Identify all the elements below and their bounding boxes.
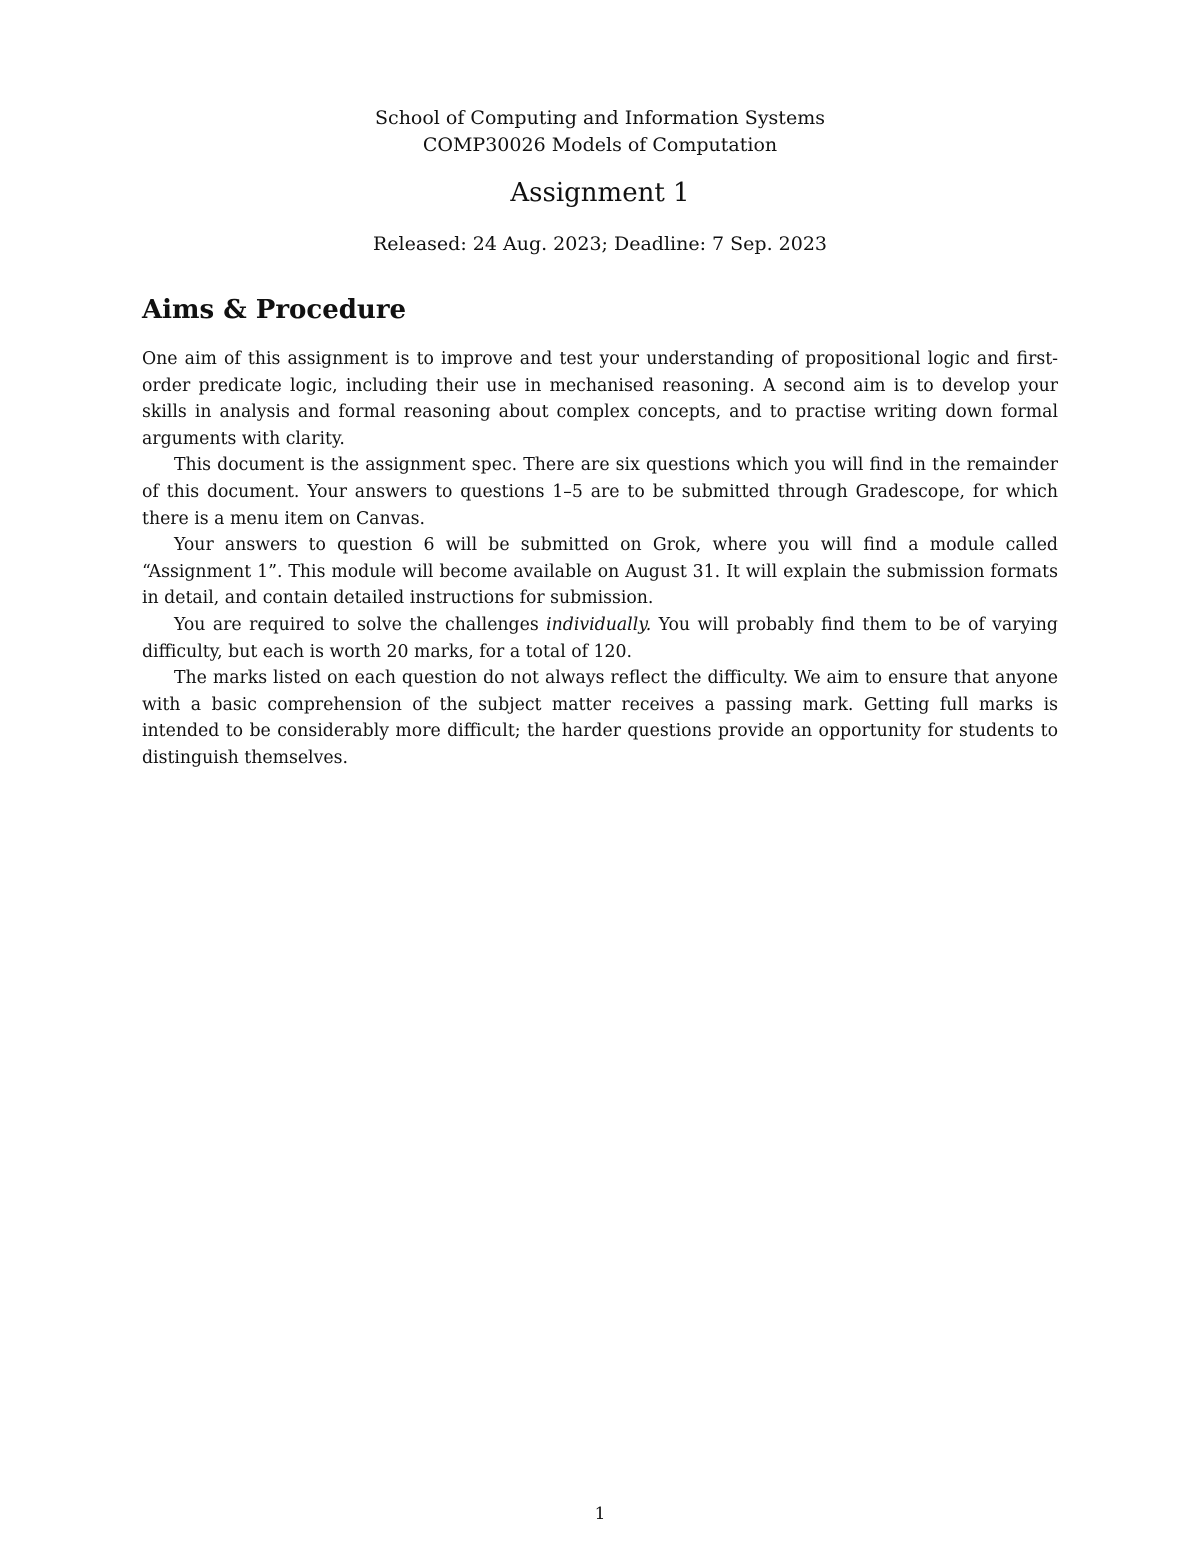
document-title: Assignment 1 [510,178,690,208]
course-name: COMP30026 Models of Computation [422,134,778,156]
section-body [142,346,1058,772]
paragraph-individual [142,612,1058,665]
paragraph-grok: Your answers to question 6 will be submitted on Grok, where you will find a module called “Assignment 1”. This module will become available on August 31. It will explain the submission formats in detail, and contain detailed instructions for submission. [142,535,1058,609]
individual-emphasis: individually. [546,614,652,635]
release-deadline-dates: Released: 24 Aug. 2023; Deadline: 7 Sep. 2023 [372,233,828,255]
section-heading: Aims & Procedure [142,295,407,325]
paragraph-marks: The marks listed on each question do not always reflect the difficulty. We aim to ensure that anyone with a basic comprehension of the subject matter receives a passing mark. Getting full marks is intended to be considerably more difficult; the harder questions provide an opportunity for students to distinguish themselves. [142,668,1058,768]
individual-text-after: You will probably find them to be of varying difficulty, but each is worth 20 marks, for a total of 120. [142,614,1058,662]
paragraph-spec: This document is the assignment spec. There are six questions which you will find in the remainder of this document. Your answers to questions 1–5 are to be submitted through Gradescope, for which there is a menu item on Canvas. [142,455,1058,529]
individual-text-before: You are required to solve the challenges [174,614,547,635]
school-name: School of Computing and Information Systems [375,107,825,129]
page-number: 1 [594,1504,606,1524]
paragraph-aims: One aim of this assignment is to improve and test your understanding of propositional logic and first-order predicate logic, including their use in mechanised reasoning. A second aim is to develop your skills in analysis and formal reasoning about complex concepts, and to practise writing down formal arguments with clarity. [142,349,1058,449]
